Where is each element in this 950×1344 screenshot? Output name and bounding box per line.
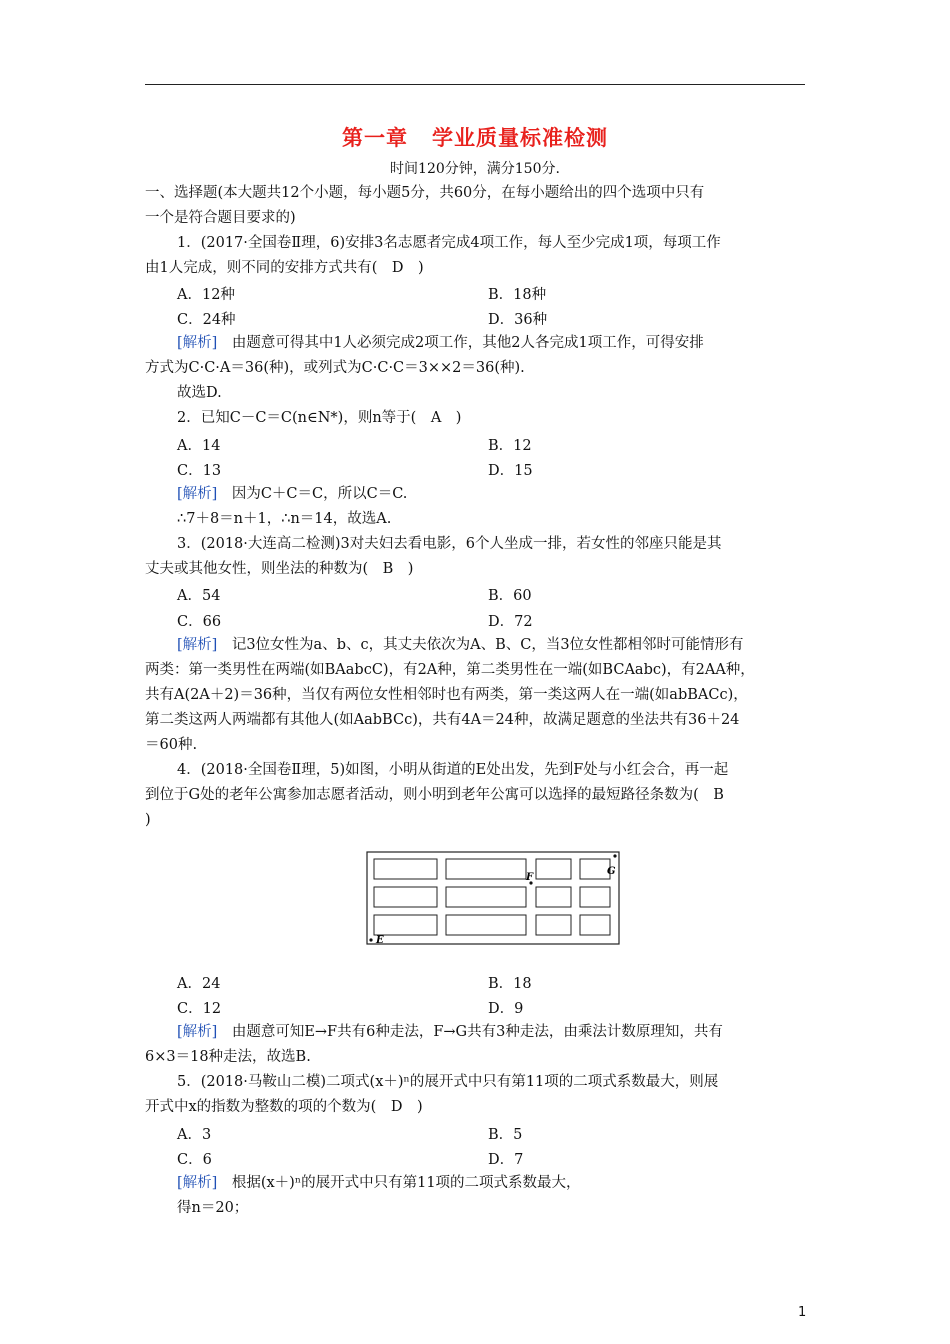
block: [536, 887, 571, 907]
q5-option-b: B．5: [488, 1127, 523, 1143]
q3-option-a: A．54: [177, 588, 221, 604]
q1-option-c: C．24种: [177, 312, 236, 328]
q3-option-c: C．66: [177, 614, 222, 630]
point-e: [369, 938, 372, 941]
jiexi-label: [解析]: [177, 637, 218, 653]
block: [374, 859, 437, 879]
q3-analysis-line1: [177, 635, 744, 655]
section-heading-line2: 一个是符合题目要求的): [145, 210, 296, 226]
block: [580, 859, 610, 879]
q1-analysis-line2: 方式为C·C·A＝36(种)，或列式为C·C·C＝3××2＝36(种).: [145, 360, 525, 376]
q1-option-a: A．12种: [177, 287, 235, 303]
q3-analysis-line2: 两类：第一类男性在两端(如BAabcC)，有2A种，第二类男性在一端(如BCAabc)，有2AA种，: [145, 662, 755, 678]
label-e: E: [376, 935, 384, 945]
q3-analysis-text: 记3位女性为a、b、c，其丈夫依次为A、B、C，当3位女性都相邻时可能情形有: [231, 637, 744, 653]
page-number: 1: [798, 1305, 807, 1320]
q2-analysis-text: 因为C＋C＝C，所以C＝C.: [231, 486, 408, 502]
q1-stem-line1: 1．(2017·全国卷Ⅱ理，6)安排3名志愿者完成4项工作，每人至少完成1项，每项工作: [177, 235, 721, 251]
section-heading-line1: 一、选择题(本大题共12个小题，每小题5分，共60分，在每小题给出的四个选项中只有: [145, 185, 705, 201]
jiexi-label: [解析]: [177, 486, 218, 502]
map-frame: [367, 852, 619, 944]
chapter-title: 学业质量标准检测: [432, 126, 608, 150]
q4-stem-line2: 到位于G处的老年公寓参加志愿者活动，则小明到老年公寓可以选择的最短路径条数为( B: [145, 787, 724, 803]
q5-option-d: D．7: [488, 1152, 524, 1168]
point-g: [613, 854, 616, 857]
q1-analysis-line3: 故选D.: [177, 385, 222, 401]
q3-option-d: D．72: [488, 614, 533, 630]
q5-stem-line1: 5．(2018·马鞍山二模)二项式(x＋)ⁿ的展开式中只有第11项的二项式系数最大，则展: [177, 1074, 719, 1090]
q5-analysis-line2: 得n＝20；: [177, 1200, 249, 1216]
exam-time: 时间120分钟，满分150分.: [390, 161, 560, 177]
chapter-label: 第一章: [342, 126, 408, 150]
q4-analysis-text: 由题意可知E→F共有6种走法，F→G共有3种走法，由乘法计数原理知，共有: [231, 1024, 723, 1040]
q5-stem-line2: 开式中x的指数为整数的项的个数为( D ): [145, 1099, 423, 1115]
q4-option-b: B．18: [488, 976, 532, 992]
q3-analysis-line5: ＝60种.: [145, 737, 198, 753]
q2-option-b: B．12: [488, 438, 532, 454]
jiexi-label: [解析]: [177, 1175, 218, 1191]
header-rule: [145, 84, 805, 85]
q4-analysis-line1: [177, 1022, 723, 1042]
q3-analysis-line4: 第二类这两人两端都有其他人(如AabBCc)，共有4A＝24种，故满足题意的坐法共有36＋24: [145, 712, 740, 728]
q1-stem-line2: 由1人完成，则不同的安排方式共有( D ): [145, 260, 424, 276]
q2-analysis-line1: [177, 484, 407, 504]
street-map-figure: [366, 851, 620, 945]
block: [580, 887, 610, 907]
q2-stem: 2．已知C－C＝C(n∈N*)，则n等于( A ): [177, 410, 462, 426]
jiexi-label: [解析]: [177, 1024, 218, 1040]
q1-option-b: B．18种: [488, 287, 547, 303]
q2-option-c: C．13: [177, 463, 222, 479]
q5-option-c: C．6: [177, 1152, 212, 1168]
block: [580, 915, 610, 935]
q3-analysis-line3: 共有A(2A＋2)＝36种，当仅有两位女性相邻时也有两类，第一类这两人在一端(如abBACc)，: [145, 687, 748, 703]
q5-option-a: A．3: [177, 1127, 212, 1143]
block: [374, 887, 437, 907]
q4-option-c: C．12: [177, 1001, 222, 1017]
q1-analysis-text: 由题意可得其中1人必须完成2项工作，其他2人各完成1项工作，可得安排: [231, 335, 704, 351]
q5-analysis-line1: [177, 1173, 581, 1193]
label-g: G: [607, 866, 616, 877]
block: [446, 859, 526, 879]
q1-analysis-line1: [177, 333, 704, 353]
q3-stem-line2: 丈夫或其他女性，则坐法的种数为( B ): [145, 561, 414, 577]
block: [536, 859, 571, 879]
q4-stem-line3: ): [145, 812, 151, 828]
q4-option-d: D．9: [488, 1001, 524, 1017]
block: [536, 915, 571, 935]
label-f: F: [526, 872, 534, 883]
q5-analysis-text: 根据(x＋)ⁿ的展开式中只有第11项的二项式系数最大，: [231, 1175, 581, 1191]
block: [446, 915, 526, 935]
jiexi-label: [解析]: [177, 335, 218, 351]
q4-option-a: A．24: [177, 976, 221, 992]
q4-stem-line1: 4．(2018·全国卷Ⅱ理，5)如图，小明从街道的E处出发，先到F处与小红会合，再一起: [177, 762, 729, 778]
q2-option-d: D．15: [488, 463, 533, 479]
page-title: [0, 122, 950, 152]
q3-option-b: B．60: [488, 588, 532, 604]
block: [374, 915, 437, 935]
block: [446, 887, 526, 907]
q2-analysis-line2: ∴7＋8＝n＋1，∴n＝14，故选A.: [177, 511, 392, 527]
q4-analysis-line2: 6×3＝18种走法，故选B.: [145, 1049, 311, 1065]
q1-option-d: D．36种: [488, 312, 548, 328]
q2-option-a: A．14: [177, 438, 221, 454]
q3-stem-line1: 3．(2018·大连高二检测)3对夫妇去看电影，6个人坐成一排，若女性的邻座只能是其: [177, 536, 722, 552]
